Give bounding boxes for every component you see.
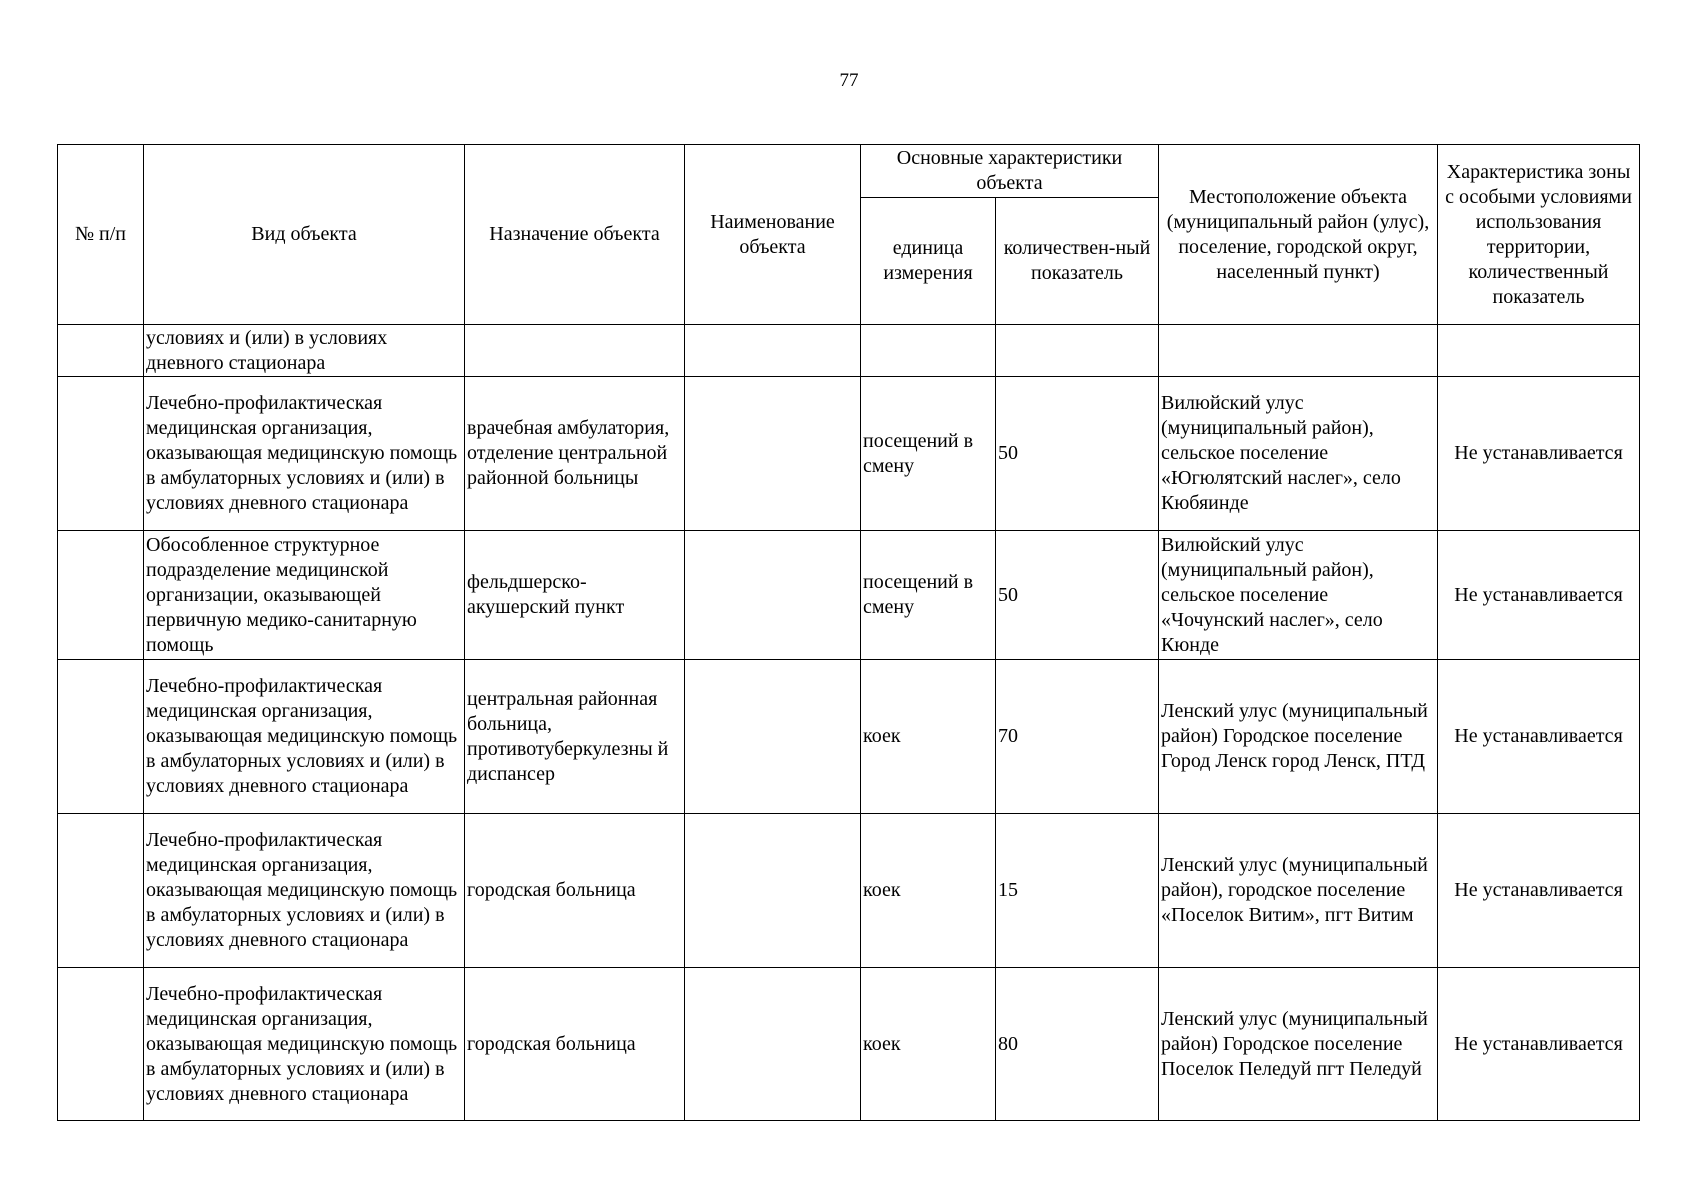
header-quantity: количествен-ный показатель (996, 198, 1159, 325)
objects-table (57, 144, 1640, 1121)
header-row (58, 145, 1640, 198)
cell-name (685, 968, 861, 1121)
cell-kind: Лечебно-профилактическая медицинская организация, оказывающая медицинскую помощь в амбулаторных условиях и (или) в условиях дневного стационара (144, 814, 465, 968)
cell-purpose: центральная районная больница, противотуберкулезны й диспансер (465, 660, 685, 814)
cell-zone: Не устанавливается (1438, 377, 1640, 531)
header-purpose: Назначение объекта (465, 145, 685, 325)
page-number: 77 (839, 70, 859, 91)
cell-unit (861, 325, 996, 377)
cell-kind: условиях и (или) в условиях дневного стационара (144, 325, 465, 377)
cell-unit: коек (861, 968, 996, 1121)
header-zone: Характеристика зоны с особыми условиями использования территории, количественный показатель (1438, 145, 1640, 325)
table-row (58, 531, 1640, 660)
cell-zone: Не устанавливается (1438, 814, 1640, 968)
cell-quantity (996, 325, 1159, 377)
cell-purpose: врачебная амбулатория, отделение центральной районной больницы (465, 377, 685, 531)
cell-location: Вилюйский улус (муниципальный район), сельское поселение «Югюлятский наслег», село Кюбяинде (1159, 377, 1438, 531)
cell-num (58, 377, 144, 531)
cell-kind: Лечебно-профилактическая медицинская организация, оказывающая медицинскую помощь в амбулаторных условиях и (или) в условиях дневного стационара (144, 968, 465, 1121)
cell-quantity: 50 (996, 377, 1159, 531)
cell-kind: Лечебно-профилактическая медицинская организация, оказывающая медицинскую помощь в амбулаторных условиях и (или) в условиях дневного стационара (144, 377, 465, 531)
cell-name (685, 814, 861, 968)
header-num: № п/п (58, 145, 144, 325)
cell-location (1159, 325, 1438, 377)
cell-location: Ленский улус (муниципальный район), городское поселение «Поселок Витим», пгт Витим (1159, 814, 1438, 968)
cell-unit: коек (861, 660, 996, 814)
table-row (58, 660, 1640, 814)
header-unit: единица измерения (861, 198, 996, 325)
header-name: Наименование объекта (685, 145, 861, 325)
cell-kind: Лечебно-профилактическая медицинская организация, оказывающая медицинскую помощь в амбулаторных условиях и (или) в условиях дневного стационара (144, 660, 465, 814)
cell-location: Вилюйский улус (муниципальный район), сельское поселение «Чочунский наслег», село Кюнде (1159, 531, 1438, 660)
header-kind: Вид объекта (144, 145, 465, 325)
cell-kind: Обособленное структурное подразделение медицинской организации, оказывающей первичную медико-санитарную помощь (144, 531, 465, 660)
cell-num (58, 325, 144, 377)
cell-quantity: 80 (996, 968, 1159, 1121)
cell-location: Ленский улус (муниципальный район) Городское поселение Город Ленск город Ленск, ПТД (1159, 660, 1438, 814)
cell-zone: Не устанавливается (1438, 968, 1640, 1121)
header-main-characteristics: Основные характеристики объекта (861, 145, 1159, 198)
table-row (58, 377, 1640, 531)
cell-purpose (465, 325, 685, 377)
cell-unit: коек (861, 814, 996, 968)
cell-zone: Не устанавливается (1438, 660, 1640, 814)
cell-purpose: фельдшерско-акушерский пункт (465, 531, 685, 660)
cell-name (685, 531, 861, 660)
cell-purpose: городская больница (465, 814, 685, 968)
cell-num (58, 814, 144, 968)
cell-name (685, 660, 861, 814)
cell-location: Ленский улус (муниципальный район) Городское поселение Поселок Пеледуй пгт Пеледуй (1159, 968, 1438, 1121)
cell-unit: посещений в смену (861, 531, 996, 660)
cell-quantity: 15 (996, 814, 1159, 968)
table-row-continuation (58, 325, 1640, 377)
cell-quantity: 50 (996, 531, 1159, 660)
cell-zone (1438, 325, 1640, 377)
cell-name (685, 377, 861, 531)
table-row (58, 968, 1640, 1121)
cell-unit: посещений в смену (861, 377, 996, 531)
header-location: Местоположение объекта (муниципальный район (улус), поселение, городской округ, населенный пункт) (1159, 145, 1438, 325)
cell-name (685, 325, 861, 377)
cell-quantity: 70 (996, 660, 1159, 814)
cell-num (58, 531, 144, 660)
cell-num (58, 968, 144, 1121)
cell-purpose: городская больница (465, 968, 685, 1121)
cell-num (58, 660, 144, 814)
table-row (58, 814, 1640, 968)
cell-zone: Не устанавливается (1438, 531, 1640, 660)
